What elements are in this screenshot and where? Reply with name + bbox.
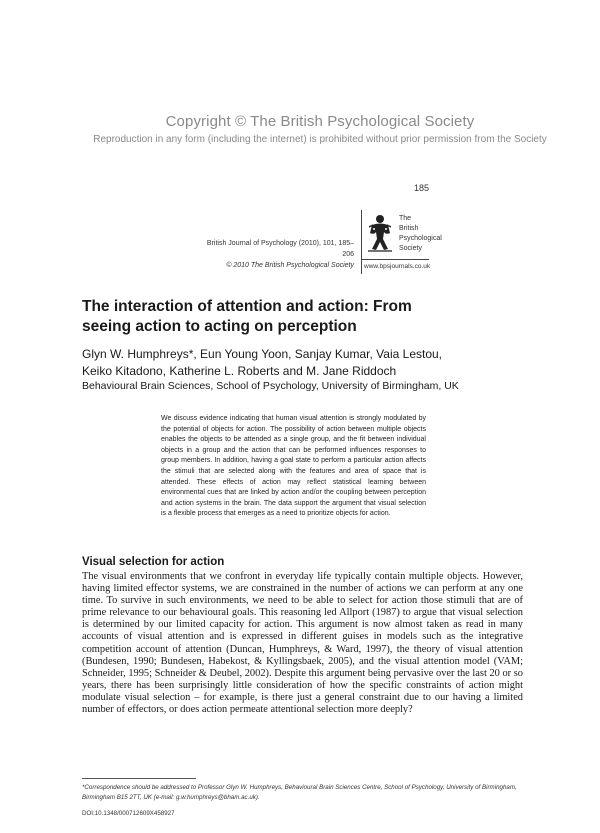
reproduction-notice: Reproduction in any form (including the internet) is prohibited without prior permission from the Society <box>93 134 547 145</box>
society-name <box>399 214 442 254</box>
body-paragraph: The visual environments that we confront in everyday life typically contain multiple objects. However, having limited effector systems, we are constrained in the number of actions we can perform at any one time. To survive in such environments, we need to be able to select for action those stimuli that are of prime relevance to our behavioural goals. This reasoning led Allport (1987) to argue that visual selection is determined by our limited capacity for action. This argument is now almost taken as read in many accounts of visual attention and is expressed in different guises in models such as the integrative competition account of attention (Duncan, Humphreys, & Ward, 1997), the theory of visual attention (Bundesen, 1990; Bundesen, Habekost, & Kyllingsbaek, 2005), and the visual attention model (VAM; Schneider, 1995; Schneider & Deubel, 2002). Despite this argument being pervasive over the last 20 or so years, there has been surprisingly little consideration of how the specific constraints of action might modulate visual selection – for example, is there just a general constraint due to our having a limited number of effectors, or does action permeate attentional selection more deeply? <box>82 571 523 716</box>
author-list <box>82 346 512 380</box>
article-title <box>82 297 502 337</box>
author-line: Glyn W. Humphreys*, Eun Young Yoon, Sanjay Kumar, Vaia Lestou, <box>82 347 443 361</box>
society-name-line: Psychological <box>399 235 442 242</box>
journal-copyright: © 2010 The British Psychological Society <box>226 262 354 269</box>
correspondence-footnote: *Correspondence should be addressed to Professor Glyn W. Humphreys, Behavioural Brain Sciences Centre, School of Psychology, University of Birmingham, Birmingham B15 2TT, UK (e-mail: g.w.humphreys@bham.ac.uk). <box>82 784 517 801</box>
title-line: The interaction of attention and action: From <box>82 298 412 315</box>
title-line: seeing action to acting on perception <box>82 318 357 335</box>
bps-logo-icon <box>366 213 394 253</box>
footnote-divider <box>82 778 196 779</box>
society-name-line: Society <box>399 245 422 252</box>
section-heading: Visual selection for action <box>82 556 225 568</box>
society-name-line: British <box>399 225 419 232</box>
abstract: We discuss evidence indicating that human visual attention is strongly modulated by the potential of objects for action. The possibility of action between multiple objects enables the objects to be attended as a single group, and the fit between individual objects in a group and the action that can be performed influences responses to group members. In addition, having a goal state to perform a particular action affects the stimuli that are selected along with the features and area of space that is attended. These effects of action may reflect statistical learning between environmental cues that are linked by action and/or the coupling between perception and action systems in the brain. The data support the argument that visual selection is a flexible process that emerges as a need to prioritize objects for action. <box>161 415 426 518</box>
journal-citation: British Journal of Psychology (2010), 101, 185–206 <box>206 240 354 258</box>
journal-info <box>196 238 354 271</box>
header-divider-vertical <box>361 210 362 274</box>
author-line: Keiko Kitadono, Katherine L. Roberts and M. Jane Riddoch <box>82 364 397 378</box>
journal-url: www.bpsjournals.co.uk <box>364 263 431 270</box>
page-number: 185 <box>414 183 430 193</box>
author-affiliation: Behavioural Brain Sciences, School of Psychology, University of Birmingham, UK <box>82 380 459 392</box>
header-divider-horizontal <box>361 259 429 260</box>
copyright-watermark: Copyright © The British Psychological Society <box>165 113 475 130</box>
society-name-line: The <box>399 215 412 222</box>
doi: DOI:10.1348/000712609X458927 <box>82 810 175 817</box>
